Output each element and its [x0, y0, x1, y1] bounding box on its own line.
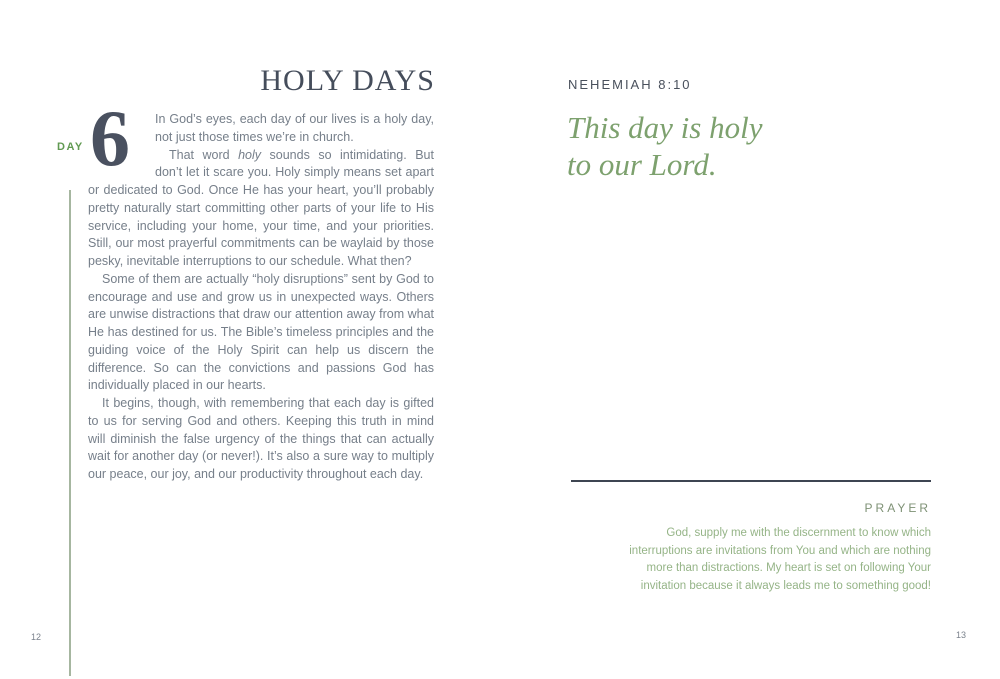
prayer-text [556, 525, 931, 595]
verse-line: This day is holy [567, 110, 763, 145]
verse-reference: NEHEMIAH 8:10 [568, 77, 692, 92]
paragraph-2-text-after: sounds so intimidating. But don’t let it scare you. Holy simply means set apart or dedicated to God. Once He has your heart, you’ll probably pretty naturally start committing other parts of your life to His service, including your home, your time, and your priorities. Still, our most prayerful commitments can be waylaid by those pesky, inevitable interruptions to our schedule. What then? [88, 147, 434, 268]
verse-line: to our Lord. [567, 147, 717, 182]
prayer-heading: PRAYER [864, 501, 931, 515]
devotional-body [88, 111, 434, 484]
chapter-title: HOLY DAYS [260, 64, 435, 97]
page-number-left: 12 [31, 632, 42, 642]
prayer-line: invitation because it always leads me to something good! [640, 579, 931, 592]
paragraph-2-text: That word [169, 147, 239, 162]
dropcap-spacer [88, 111, 155, 182]
paragraph-1 [88, 111, 434, 147]
prayer-line: interruptions are invitations from You and which are nothing [629, 544, 931, 557]
day-number: 6 [90, 95, 130, 183]
paragraph-3: Some of them are actually “holy disruptions” sent by God to encourage and use and grow us in unexpected ways. Others are unwise distractions that draw our attention away from what He has destined for us. The Bible’s timeless principles and the guiding voice of the Holy Spirit can help us discern the difference. So can the convictions and passions God has individually placed in our hearts. [88, 271, 435, 393]
paragraph-2-italic-word: holy [238, 147, 262, 162]
prayer-line: more than distractions. My heart is set on following Your [646, 562, 931, 575]
paragraph-4: It begins, though, with remembering that each day is gifted to us for serving God and others. Keeping this truth in mind will diminish the false urgency of the things that can actually wait for another day (or never!). It’s also a sure way to multiply our peace, our joy, and our productivity throughout each day. [88, 396, 434, 481]
day-label: DAY [57, 141, 84, 153]
margin-rule [69, 190, 71, 676]
prayer-line: God, supply me with the discernment to know which [666, 527, 931, 539]
paragraph-1-text: In God’s eyes, each day of our lives is a holy day, not just those times we’re in church. [155, 112, 434, 144]
verse-quote [567, 109, 967, 183]
prayer-divider-rule [571, 480, 931, 482]
page-number-right: 13 [956, 630, 967, 640]
